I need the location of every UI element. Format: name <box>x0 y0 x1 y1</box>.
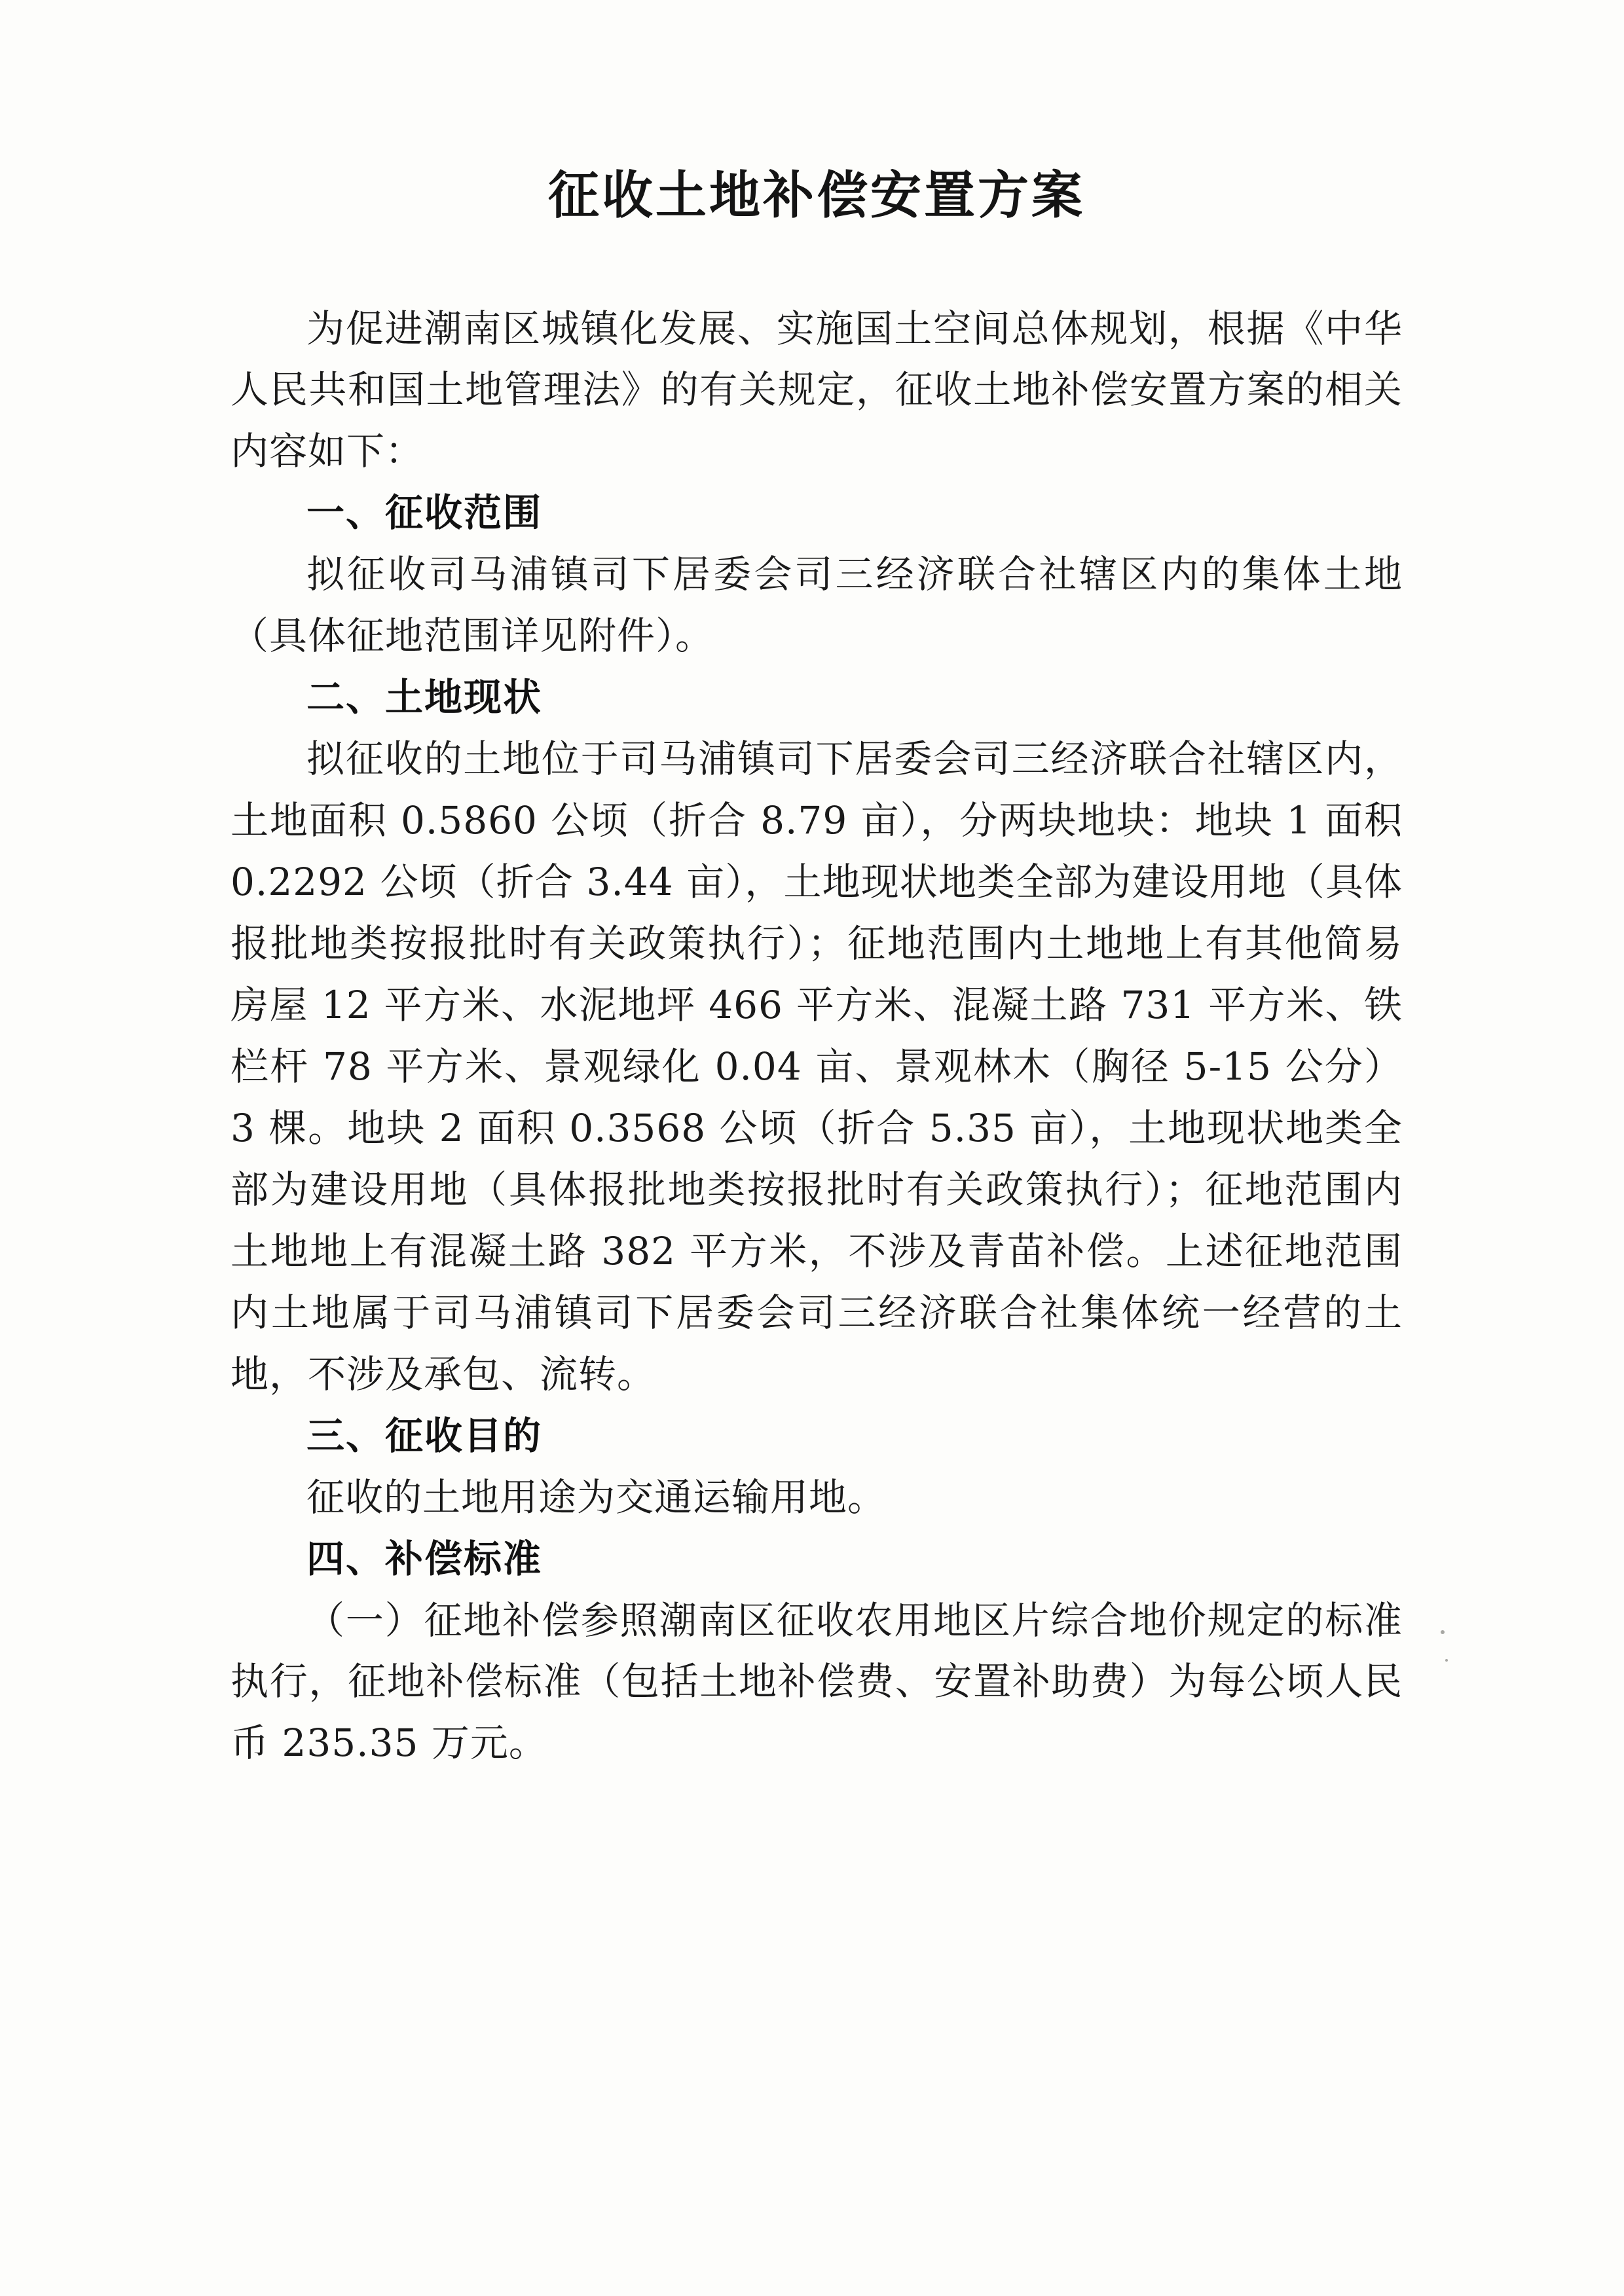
paragraph-section-4: （一）征地补偿参照潮南区征收农用地区片综合地价规定的标准执行，征地补偿标准（包括土地补偿费、安置补助费）为每公顷人民币 235.35 万元。 <box>231 1597 1403 1766</box>
paragraph-section-1: 拟征收司马浦镇司下居委会司三经济联合社辖区内的集体土地（具体征地范围详见附件）。 <box>231 552 1403 659</box>
paragraph-section-3: 征收的土地用途为交通运输用地。 <box>306 1474 887 1520</box>
section-heading-4: 四、补偿标准 <box>306 1536 543 1581</box>
paragraph-intro: 为促进潮南区城镇化发展、实施国土空间总体规划，根据《中华人民共和国土地管理法》的有关规定，征收土地补偿安置方案的相关内容如下： <box>231 306 1403 474</box>
page-speck <box>1441 1630 1445 1634</box>
paragraph-section-2: 拟征收的土地位于司马浦镇司下居委会司三经济联合社辖区内，土地面积 0.5860 公顷（折合 8.79 亩），分两块地块：地块 1 面积 0.2292 公顷（折合 3.44 亩），土地现状地类全部为建设用地（具体报批地类按报批时有关政策执行）；征地范围内土地地上有其他简易房屋 12 平方米、水泥地坪 466 平方米、混凝土路 731 平方米、铁栏杆 78 平方米、景观绿化 0.04 亩、景观林木（胸径 5-15 公分）3 棵。地块 2 面积 0.3568 公顷（折合 5.35 亩），土地现状地类全部为建设用地（具体报批地类按报批时有关政策执行）；征地范围内土地地上有混凝土路 382 平方米，不涉及青苗补偿。上述征地范围内土地属于司马浦镇司下居委会司三经济联合社集体统一经营的土地，不涉及承包、流转。 <box>231 737 1403 1396</box>
page-speck <box>1445 1659 1448 1662</box>
page-title: 征收土地补偿安置方案 <box>547 166 1085 225</box>
section-heading-3: 三、征收目的 <box>306 1413 543 1458</box>
document-body <box>231 164 1403 1774</box>
section-heading-2: 二、土地现状 <box>306 675 543 720</box>
section-heading-1: 一、征收范围 <box>306 490 543 536</box>
